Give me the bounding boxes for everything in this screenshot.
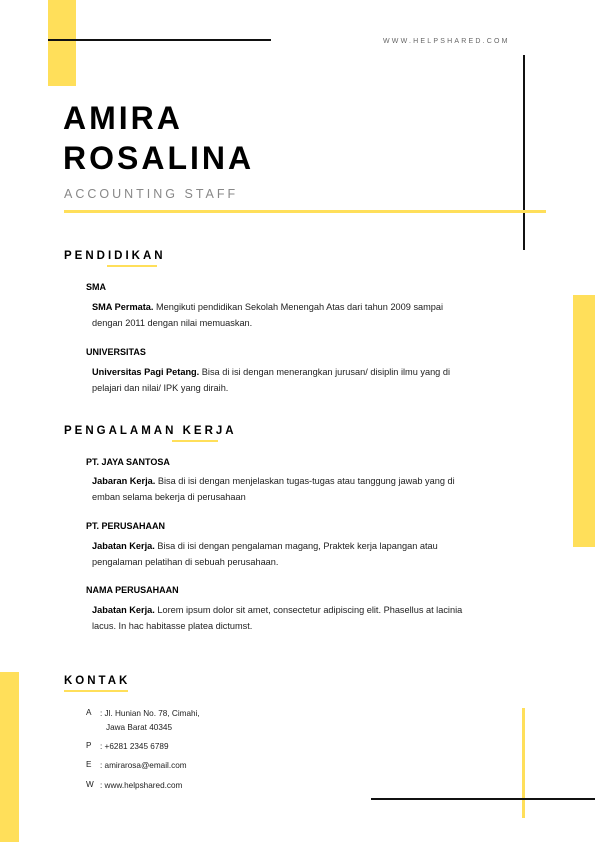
bottom-horizontal-line — [371, 798, 595, 800]
contact-title-underline — [64, 690, 128, 692]
phone-value: : +6281 2345 6789 — [100, 742, 169, 751]
experience-entry-text — [92, 538, 472, 570]
entry-body: Mengikuti pendidikan Sekolah Menengah Atas dari tahun 2009 sampai dengan 2011 dengan nilai memuaskan. — [92, 302, 444, 328]
email-value: : amirarosa@email.com — [100, 761, 187, 770]
name-line-1: AMIRA — [63, 100, 183, 136]
experience-entry-heading: NAMA PERUSAHAAN — [86, 585, 179, 595]
entry-strong: Jabatan Kerja. — [92, 541, 155, 551]
entry-body: Bisa di isi dengan pengalaman magang, Praktek kerja lapangan atau pengalaman pelatihan di sebuah perusahaan. — [92, 541, 438, 567]
right-vertical-line — [523, 55, 525, 250]
experience-section-title: PENGALAMAN KERJA — [64, 425, 237, 437]
address-line-1: : Jl. Hunian No. 78, Cimahi, — [100, 709, 200, 718]
right-yellow-block — [573, 295, 595, 547]
experience-entry-text — [92, 473, 472, 505]
experience-entry-heading: PT. PERUSAHAAN — [86, 521, 166, 531]
name-heading — [63, 98, 254, 178]
entry-strong: Jabatan Kerja. — [92, 605, 155, 615]
experience-entry-heading: PT. JAYA SANTOSA — [86, 457, 170, 467]
entry-strong: Jabaran Kerja. — [92, 476, 156, 486]
bottom-right-yellow-line — [522, 708, 525, 818]
top-left-yellow-block — [48, 0, 76, 86]
entry-body: Bisa di isi dengan menerangkan jurusan/ disiplin ilmu yang di pelajari dan nilai/ IPK yang diraih. — [92, 367, 450, 393]
bottom-left-yellow-block — [0, 672, 19, 842]
experience-title-underline — [172, 440, 218, 442]
phone-label: P — [86, 741, 92, 750]
education-entry-heading: SMA — [86, 282, 106, 292]
web-value: : www.helpshared.com — [100, 781, 183, 790]
address-value — [100, 707, 260, 734]
education-entry-text — [92, 364, 472, 396]
experience-entry-text — [92, 602, 472, 634]
website-url: WWW.HELPSHARED.COM — [383, 38, 510, 45]
email-label: E — [86, 760, 92, 769]
education-entry-text — [92, 299, 472, 331]
entry-body: Bisa di isi dengan menjelaskan tugas-tugas atau tanggung jawab yang di emban selama bekerja di perusahaan — [92, 476, 455, 502]
name-line-2: ROSALINA — [63, 140, 255, 176]
entry-body: Lorem ipsum dolor sit amet, consectetur adipiscing elit. Phasellus at lacinia lacus. In hac habitasse platea dictumst. — [92, 605, 463, 631]
address-line-2: Jawa Barat 40345 — [106, 722, 172, 732]
job-title: ACCOUNTING STAFF — [64, 187, 239, 201]
web-label: W — [86, 780, 94, 789]
address-label: A — [86, 708, 92, 717]
top-horizontal-line — [48, 39, 271, 41]
education-title-underline — [107, 265, 157, 267]
education-section-title: PENDIDIKAN — [64, 250, 166, 262]
entry-strong: SMA Permata. — [92, 302, 154, 312]
contact-section-title: KONTAK — [64, 675, 131, 687]
education-entry-heading: UNIVERSITAS — [86, 347, 146, 357]
header-underline-bar — [64, 210, 546, 213]
entry-strong: Universitas Pagi Petang. — [92, 367, 200, 377]
